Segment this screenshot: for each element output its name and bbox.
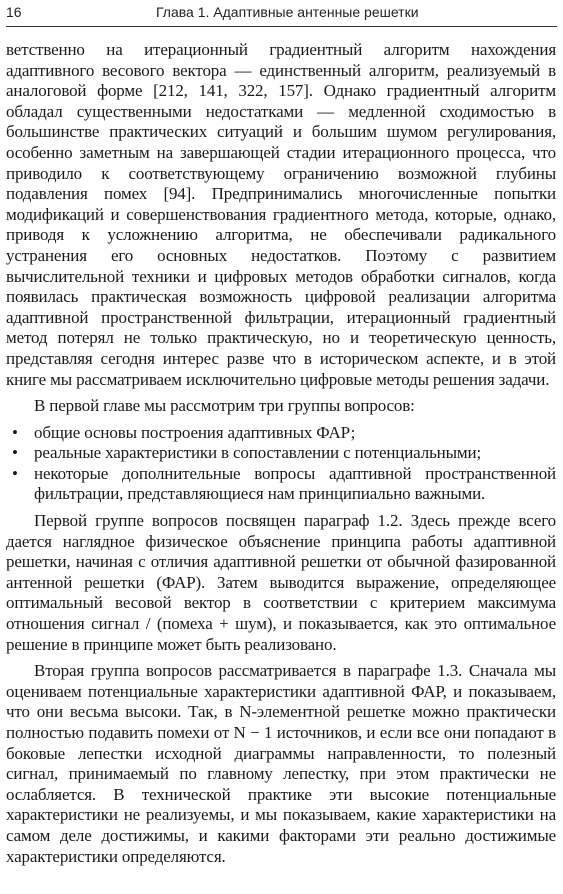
bullet-item: [6, 423, 556, 444]
chapter-title: Глава 1. Адаптивные антенные решетки: [156, 4, 419, 20]
paragraph-section-1-2: Первой группе вопросов посвящен параграф 1.2. Здесь прежде всего дается наглядное физическое объяснение принципа работы адаптивной решетки, начиная с отличия адаптивной решетки от обычной фазированной антенной решетки (ФАР). Затем выводится выражение, определяющее оптимальный весовой вектор в соответствии с критерием максимума отношения сигнал / (помеха + шум), и показывается, как это оптимальное решение в принципе может быть реализовано.: [6, 511, 556, 654]
page-number: 16: [6, 4, 22, 20]
paragraph-section-1-3: Вторая группа вопросов рассматривается в параграфе 1.3. Сначала мы оцениваем потенциальные характеристики адаптивной ФАР, и показываем, что они весьма высоки. Так, в N-элементной решетке можно практически полностью подавить помехи от N − 1 источников, и если все они попадают в боковые лепестки исходной диаграммы направленности, то полезный сигнал, принимаемый по главному лепестку, при этом практически не ослабляется. В технической практике эти высокие потенциальные характеристики не реализуемы, и мы показываем, какие характеристики на самом деле достижимы, и какими факторами эти реально достижимые характеристики определяются.: [6, 661, 556, 866]
bullet-list: [6, 423, 556, 505]
bullet-icon: •: [12, 443, 18, 463]
paragraph-intro-list: В первой главе мы рассмотрим три группы вопросов:: [34, 396, 415, 416]
bullet-text: реальные характеристики в сопоставлении с потенциальными;: [34, 443, 482, 463]
bullet-text: общие основы построения адаптивных ФАР;: [34, 422, 356, 442]
bullet-item: [6, 464, 556, 505]
bullet-icon: •: [12, 463, 18, 483]
bullet-item: [6, 443, 556, 464]
paragraph-continued: ветственно на итерационный градиентный алгоритм нахождения адаптивного весового вектора — единственный алгоритм, реализуемый в аналоговой форме [212, 141, 322, 157]. Однако градиентный алгоритм обладал существенными недостатками — медленной сходимостью в большинстве практических ситуаций и большим шумом регулирования, особенно заметным на завершающей стадии итерационного процесса, что приводило к соответствующему ограничению возможной глубины подавления помех [94]. Предпринимались многочисленные попытки модификаций и совершенствования градиентного метода, которые, однако, приводя к усложнению алгоритма, не обеспечивали радикального устранения его основных недостатков. Поэтому с развитием вычислительной техники и цифровых методов обработки сигналов, когда появилась практическая возможность цифровой реализации алгоритма адаптивной пространственной фильтрации, итерационный градиентный метод потерял не только практическую, но и теоретическую ценность, представляя сегодня интерес разве что в историческом аспекте, и в этой книге мы рассматриваем исключительно цифровые методы решения задачи.: [6, 40, 556, 389]
running-head: [6, 0, 557, 27]
bullet-text: некоторые дополнительные вопросы адаптивной пространственной фильтрации, представляющиеся нам принципиально важными.: [34, 463, 556, 504]
body-text: [6, 40, 556, 873]
bullet-icon: •: [12, 422, 18, 442]
